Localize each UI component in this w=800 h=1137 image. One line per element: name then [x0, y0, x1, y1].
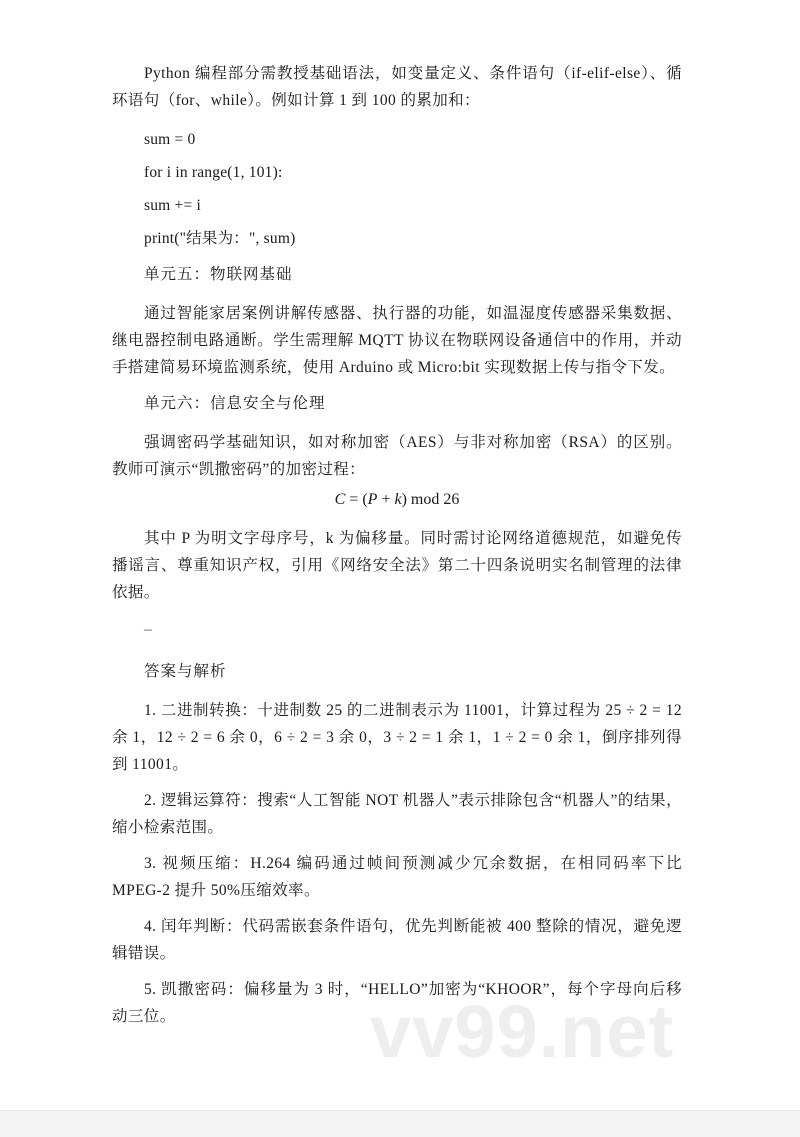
answer-item: 2. 逻辑运算符：搜索“人工智能 NOT 机器人”表示排除包含“机器人”的结果，缩小检索范围。: [112, 792, 682, 836]
formula-rest: ) mod 26: [401, 491, 460, 508]
code-line: for i in range(1, 101):: [144, 164, 283, 181]
formula-plus: +: [377, 491, 395, 508]
unit6-paragraph: 强调密码学基础知识，如对称加密（AES）与非对称加密（RSA）的区别。教师可演示“凯撒密码”的加密过程：: [112, 434, 682, 478]
code-line: print("结果为：", sum): [144, 230, 296, 247]
page-bottom-edge: [0, 1110, 800, 1137]
document-body: [112, 60, 682, 1039]
unit5-heading: 单元五：物联网基础: [144, 266, 293, 283]
answer-item: 5. 凯撒密码：偏移量为 3 时，“HELLO”加密为“KHOOR”，每个字母向后移动三位。: [112, 981, 682, 1025]
answer-item: 4. 闰年判断：代码需嵌套条件语句，优先判断能被 400 整除的情况，避免逻辑错误。: [112, 918, 682, 962]
answer-item: 1. 二进制转换：十进制数 25 的二进制表示为 11001，计算过程为 25 ÷ 2 = 12 余 1，12 ÷ 2 = 6 余 0，6 ÷ 2 = 3 余 0，3 ÷ 2 = 1 余 1，1 ÷ 2 = 0 余 1，倒序排列得到 11001。: [112, 702, 682, 773]
intro-paragraph: Python 编程部分需教授基础语法，如变量定义、条件语句（if-elif-else）、循环语句（for、while）。例如计算 1 到 100 的累加和：: [112, 65, 682, 109]
watermark: vv99.net: [370, 990, 675, 1073]
formula-k: k: [394, 491, 402, 508]
answers-heading: 答案与解析: [144, 663, 227, 680]
section-separator: –: [144, 621, 152, 638]
code-line: sum = 0: [144, 131, 196, 148]
formula-eq: = (: [345, 491, 368, 508]
formula-p: P: [367, 491, 378, 508]
unit5-paragraph: 通过智能家居案例讲解传感器、执行器的功能，如温湿度传感器采集数据、继电器控制电路通断。学生需理解 MQTT 协议在物联网设备通信中的作用，并动手搭建简易环境监测系统，使用 Arduino 或 Micro:bit 实现数据上传与指令下发。: [112, 305, 682, 376]
unit6-heading: 单元六：信息安全与伦理: [144, 395, 326, 412]
code-line: sum += i: [144, 197, 201, 214]
code-block: [112, 123, 682, 255]
unit6-paragraph-2: 其中 P 为明文字母序号，k 为偏移量。同时需讨论网络道德规范，如避免传播谣言、尊重知识产权，引用《网络安全法》第二十四条说明实名制管理的法律依据。: [112, 530, 682, 601]
caesar-formula: [112, 485, 682, 515]
answer-item: 3. 视频压缩：H.264 编码通过帧间预测减少冗余数据，在相同码率下比 MPEG-2 提升 50%压缩效率。: [112, 855, 682, 899]
formula-c: C: [334, 491, 346, 508]
answers-list: [112, 697, 682, 1030]
